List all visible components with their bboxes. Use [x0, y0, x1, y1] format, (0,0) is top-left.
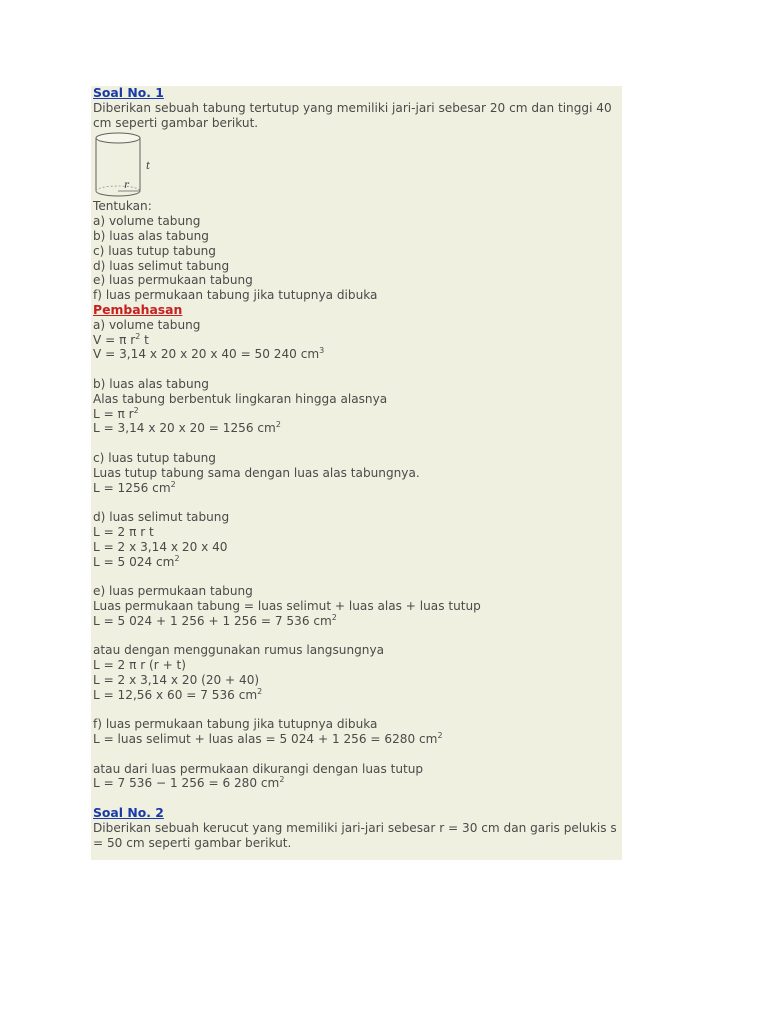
- part-c-heading: c) luas tutup tabung: [93, 450, 216, 465]
- soal-2-statement: Diberikan sebuah kerucut yang memiliki jari-jari sebesar r = 30 cm dan garis pelukis s = 50 cm seperti gambar berikut.: [93, 820, 617, 850]
- part-a-heading: a) volume tabung: [93, 317, 201, 332]
- part-c-formula-1: L = 1256 $cm^2$: [93, 479, 176, 495]
- soal-1-heading[interactable]: Soal No. 1: [93, 85, 164, 100]
- document-body: [93, 86, 619, 850]
- radius-label: r: [124, 180, 129, 192]
- part-e-alt-text: atau dengan menggunakan rumus langsungnya: [93, 643, 385, 658]
- question-item: b) luas alas tabung: [93, 228, 209, 243]
- part-e-formula-4: L = 12,56 x 60 = 7 536 $cm^2$: [93, 686, 263, 702]
- soal-1-statement: Diberikan sebuah tabung tertutup yang memiliki jari-jari sebesar 20 cm dan tinggi 40 cm seperti gambar berikut.: [93, 100, 612, 130]
- part-d-formula-2: L = 2 x 3,14 x 20 x 40: [93, 539, 228, 554]
- part-f-formula-1: L = luas selimut + luas alas = 5 024 + 1 256 = 6280 $cm^2$: [93, 731, 443, 747]
- part-b-formula-2: L = 3,14 x 20 x 20 = 1256 $cm^2$: [93, 420, 281, 436]
- question-item: d) luas selimut tabung: [93, 258, 230, 273]
- cylinder-figure: [93, 130, 619, 199]
- tentukan-label: Tentukan:: [93, 199, 152, 214]
- part-d-formula-3: L = 5 024 $cm^2$: [93, 553, 180, 569]
- part-b-text: Alas tabung berbentuk lingkaran hingga alasnya: [93, 391, 388, 406]
- part-e-text: Luas permukaan tabung = luas selimut + luas alas + luas tutup: [93, 598, 481, 613]
- part-e-formula-1: L = 5 024 + 1 256 + 1 256 = 7 536 $cm^2$: [93, 612, 337, 628]
- part-e-formula-3: L = 2 x 3,14 x 20 (20 + 40): [93, 672, 260, 687]
- question-item: f) luas permukaan tabung jika tutupnya dibuka: [93, 288, 378, 303]
- part-f-heading: f) luas permukaan tabung jika tutupnya dibuka: [93, 717, 378, 732]
- part-f-alt-text: atau dari luas permukaan dikurangi dengan luas tutup: [93, 761, 424, 776]
- pembahasan-heading[interactable]: Pembahasan: [93, 301, 183, 317]
- part-b-formula-1: L = π $r^2$: [93, 405, 139, 421]
- question-item: c) luas tutup tabung: [93, 243, 216, 258]
- part-a-formula-2: V = 3,14 x 20 x 20 x 40 = 50 240 $cm^3$: [93, 346, 325, 362]
- question-item: a) volume tabung: [93, 214, 201, 229]
- part-a-formula-1: V = π $r^2$ t: [93, 331, 149, 347]
- height-label: t: [146, 161, 151, 173]
- part-e-heading: e) luas permukaan tabung: [93, 584, 253, 599]
- part-d-heading: d) luas selimut tabung: [93, 510, 230, 525]
- part-e-formula-2: L = 2 π r (r + t): [93, 658, 187, 673]
- part-d-formula-1: L = 2 π r t: [93, 524, 154, 539]
- cylinder-icon: [93, 131, 163, 199]
- question-item: e) luas permukaan tabung: [93, 273, 253, 288]
- part-f-formula-2: L = 7 536 − 1 256 = 6 280 $cm^2$: [93, 775, 285, 791]
- soal-2-heading[interactable]: Soal No. 2: [93, 805, 164, 821]
- part-b-heading: b) luas alas tabung: [93, 376, 209, 391]
- part-c-text: Luas tutup tabung sama dengan luas alas tabungnya.: [93, 465, 420, 480]
